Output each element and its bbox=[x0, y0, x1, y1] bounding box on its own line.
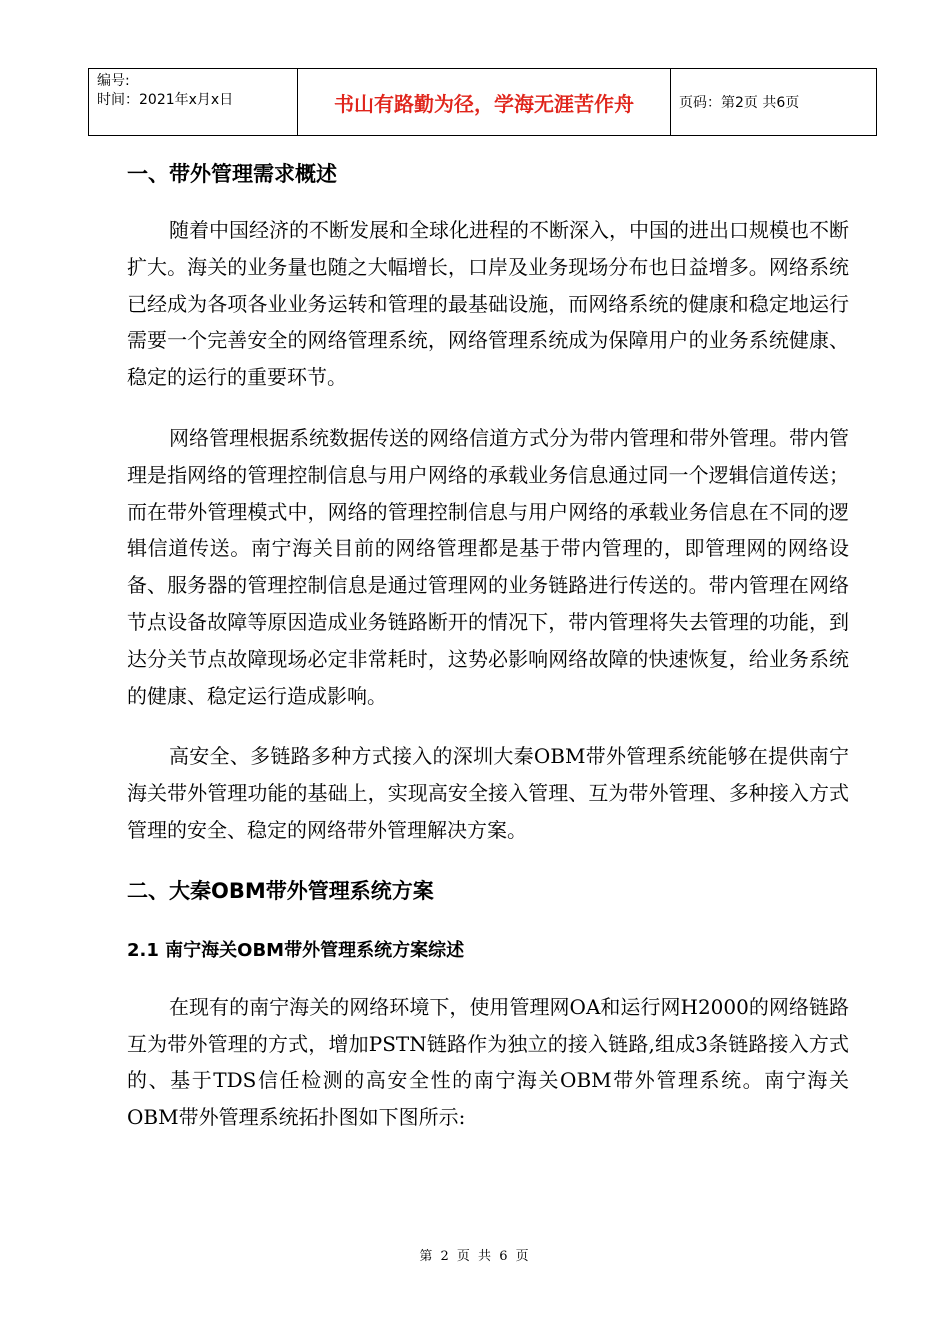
document-number: 编号: bbox=[97, 73, 130, 89]
header-meta-cell bbox=[89, 69, 298, 136]
section-1-paragraph-1: 随着中国经济的不断发展和全球化进程的不断深入，中国的进出口规模也不断扩大。海关的业务量也随之大幅增长，口岸及业务现场分布也日益增多。网络系统已经成为各项各业业务运转和管理的最基础设施，而网络系统的健康和稳定地运行需要一个完善安全的网络管理系统，网络管理系统成为保障用户的业务系统健康、稳定的运行的重要环节。 bbox=[127, 218, 849, 390]
header-page-info: 页码：第2页 共6页 bbox=[671, 69, 877, 136]
section-1-paragraph-2: 网络管理根据系统数据传送的网络信道方式分为带内管理和带外管理。带内管理是指网络的管理控制信息与用户网络的承载业务信息通过同一个逻辑信道传送；而在带外管理模式中，网络的管理控制信息与用户网络的承载业务信息在不同的逻辑信道传送。南宁海关目前的网络管理都是基于带内管理的，即管理网的网络设备、服务器的管理控制信息是通过管理网的业务链路进行传送的。带内管理在网络节点设备故障等原因造成业务链路断开的情况下，带内管理将失去管理的功能，到达分关节点故障现场必定非常耗时，这势必影响网络故障的快速恢复，给业务系统的健康、稳定运行造成影响。 bbox=[127, 425, 849, 708]
section-1-paragraph-3: 高安全、多链路多种方式接入的深圳大秦OBM带外管理系统能够在提供南宁海关带外管理功能的基础上，实现高安全接入管理、互为带外管理、多种接入方式管理的安全、稳定的网络带外管理解决方案。 bbox=[127, 744, 849, 842]
section-1-title: 一、带外管理需求概述 bbox=[127, 162, 337, 186]
document-body bbox=[127, 150, 849, 1136]
header-motto: 书山有路勤为径，学海无涯苦作舟 bbox=[298, 69, 671, 136]
document-header bbox=[88, 68, 877, 136]
page-footer: 第 2 页 共 6 页 bbox=[419, 1249, 531, 1264]
section-2-1-title: 2.1 南宁海关OBM带外管理系统方案综述 bbox=[127, 939, 465, 961]
document-time: 时间：2021年x月x日 bbox=[97, 92, 234, 108]
section-2-title: 二、大秦OBM带外管理系统方案 bbox=[127, 878, 434, 903]
section-2-1-paragraph-1: 在现有的南宁海关的网络环境下，使用管理网OA和运行网H2000的网络链路互为带外管理的方式，增加PSTN链路作为独立的接入链路,组成3条链路接入方式的、基于TDS信任检测的高安全性的南宁海关OBM带外管理系统。南宁海关OBM带外管理系统拓扑图如下图所示: bbox=[127, 994, 849, 1130]
